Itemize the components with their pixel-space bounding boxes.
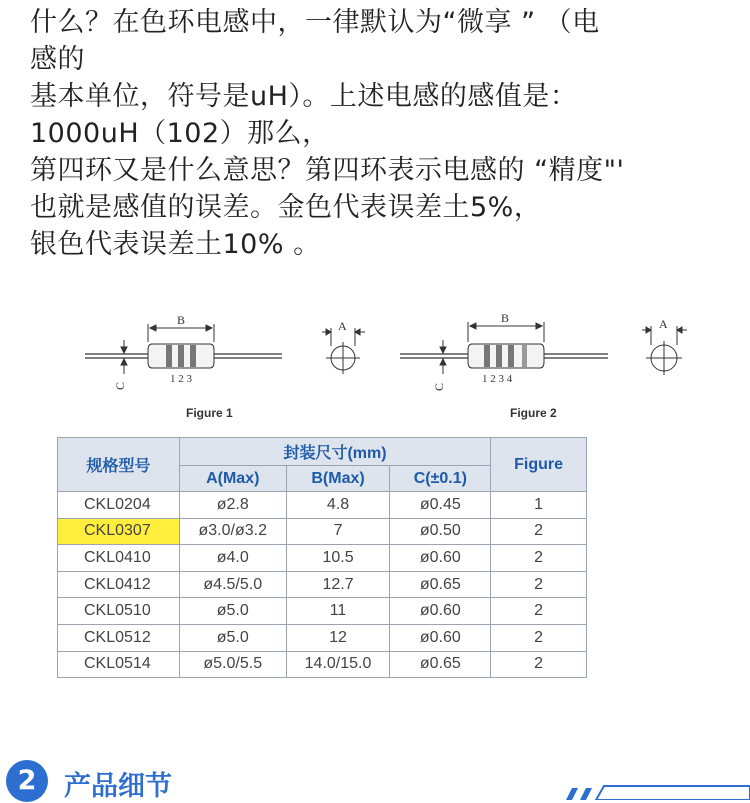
cell-model: CKL0204 [58,492,180,519]
cell-b: 7 [286,518,390,545]
figure-1-side-view [85,313,282,390]
section-number-badge: 2 [6,760,48,802]
cell-b: 12.7 [286,571,390,598]
cell-b: 11 [286,598,390,625]
figure-2-side-view [400,311,608,391]
cell-c: ø0.60 [390,624,491,651]
cell-a: ø4.0 [179,545,286,572]
cell-figure: 2 [491,518,587,545]
figure-1-caption: Figure 1 [186,406,233,420]
figure-2-end-view [642,317,687,375]
label-a: A [659,317,668,331]
decorative-stripes [566,784,750,800]
cell-a: ø5.0/5.5 [179,651,286,678]
table-row [58,492,587,519]
cell-model: CKL0412 [58,571,180,598]
text-line: 1000uH（102）那么， [30,118,330,149]
cell-c: ø0.45 [390,492,491,519]
table-row [58,598,587,625]
header-model: 规格型号 [58,438,180,492]
header-b-max: B(Max) [286,466,390,492]
cell-figure: 2 [491,598,587,625]
cell-model: CKL0510 [58,598,180,625]
label-b: B [501,311,510,325]
table-row [58,571,587,598]
cell-b: 4.8 [286,492,390,519]
label-a: A [338,319,347,333]
dimension-figures [60,300,740,425]
label-b: B [177,313,186,327]
text-line: 也就是感值的误差。金色代表误差土5%， [30,192,542,223]
cell-model: CKL0410 [58,545,180,572]
cell-b: 12 [286,624,390,651]
band-numbers: 1 2 3 [170,373,192,385]
table-row [58,545,587,572]
cell-b: 14.0/15.0 [286,651,390,678]
header-package-size: 封装尺寸(mm) [179,438,490,466]
cell-figure: 2 [491,651,587,678]
header-c: C(±0.1) [390,466,491,492]
header-figure: Figure [491,438,587,492]
cell-c: ø0.65 [390,571,491,598]
table-row [58,624,587,651]
text-line: 基本单位，符号是uH）。上述电感的感值是： [30,81,578,112]
text-line: 感的 [30,44,85,75]
cell-a: ø5.0 [179,598,286,625]
cell-model: CKL0512 [58,624,180,651]
label-c: C [113,381,127,390]
cell-model: CKL0307 [58,518,180,545]
text-line: 第四环又是什么意思？第四环表示电感的 “精度"' [30,155,625,186]
header-a-max: A(Max) [179,466,286,492]
spec-table [57,437,587,678]
cell-figure: 2 [491,545,587,572]
section-title: 产品细节 [64,771,172,802]
table-row-highlighted [58,518,587,545]
table-row [58,651,587,678]
cell-figure: 2 [491,571,587,598]
cell-b: 10.5 [286,545,390,572]
cell-c: ø0.60 [390,545,491,572]
cell-model: CKL0514 [58,651,180,678]
text-line: 银色代表误差土10% 。 [30,229,321,260]
section-header [6,758,750,800]
cell-c: ø0.50 [390,518,491,545]
text-line: 什么？在色环电感中，一律默认为“微享 ” （电 [30,7,600,38]
cell-a: ø4.5/5.0 [179,571,286,598]
inductor-drawings [60,300,740,405]
band-numbers: 1 2 3 4 [482,373,513,385]
cell-figure: 2 [491,624,587,651]
cell-a: ø2.8 [179,492,286,519]
cell-figure: 1 [491,492,587,519]
label-c: C [432,382,446,391]
figure-2-caption: Figure 2 [510,406,557,420]
figure-1-end-view [322,319,365,374]
cell-a: ø5.0 [179,624,286,651]
cell-c: ø0.60 [390,598,491,625]
cell-a: ø3.0/ø3.2 [179,518,286,545]
cell-c: ø0.65 [390,651,491,678]
description-text [30,4,730,263]
